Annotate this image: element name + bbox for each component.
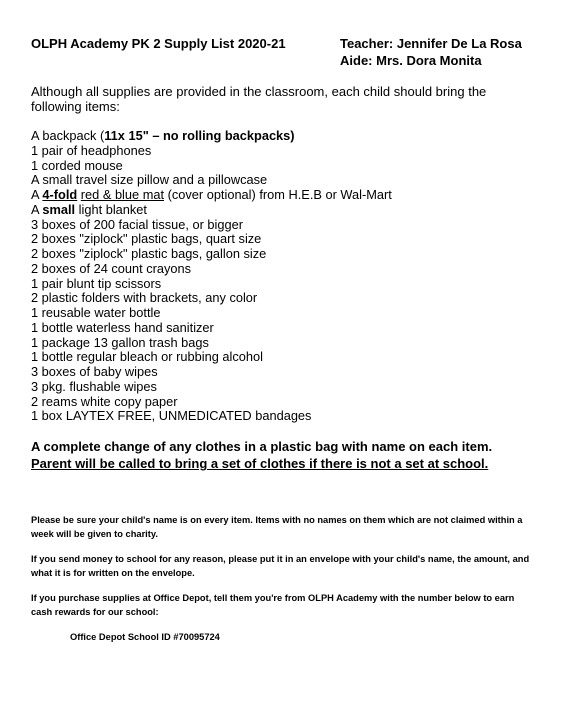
supply-item-text: 1 pair of headphones [31,142,152,158]
intro-paragraph: Although all supplies are provided in the classroom, each child should bring the following items: [31,84,487,114]
supply-item-text: 3 boxes of 200 facial tissue, or bigger [31,216,243,232]
supply-item-text: light blanket [75,201,147,217]
clothes-notice: A complete change of any clothes in a plastic bag with name on each item. [31,439,493,454]
supply-item-text: A backpack ( [31,128,105,143]
school-id: Office Depot School ID #70095724 [70,632,220,642]
supply-item-text: 1 reusable water bottle [31,305,161,320]
supply-item [31,291,392,306]
supply-item [31,306,392,321]
supply-item [31,380,392,395]
supply-item-text: 2 boxes "ziplock" plastic bags, quart size [31,231,262,247]
supply-list [31,129,392,424]
supply-item-text: 3 boxes of baby wipes [31,364,158,379]
supply-item [31,321,392,336]
supply-item [31,277,392,292]
supply-item-text: 1 package 13 gallon trash bags [31,334,209,350]
supply-item-text: A [31,201,43,217]
supply-item [31,350,392,365]
supply-item-text: 1 pair blunt tip scissors [31,275,162,291]
office-depot-note: If you purchase supplies at Office Depot, tell them you're from OLPH Academy with the number below to earn cash rewards for our school: [31,593,515,617]
supply-item-text: 1 box LAYTEX FREE, UNMEDICATED bandages [31,408,312,424]
teacher-name: Teacher: Jennifer De La Rosa [340,36,522,51]
document-title: OLPH Academy PK 2 Supply List 2020-21 [31,36,286,51]
supply-item [31,188,392,203]
supply-item-text: A small travel size pillow and a pillowcase [31,172,268,188]
money-note: If you send money to school for any reason, please put it in an envelope with your child's name, the amount, and what it is for written on the envelope. [31,554,530,578]
supply-item-text: 1 corded mouse [31,157,123,173]
supply-item-text: 3 pkg. flushable wipes [31,378,157,394]
supply-item [31,365,392,380]
supply-item [31,129,392,144]
supply-item-text: red & blue mat [80,187,165,202]
supply-item-text: 2 reams white copy paper [31,393,178,409]
supply-item [31,247,392,262]
supply-item-text: A [31,187,43,202]
supply-item-text: 4-fold [42,187,78,202]
names-note: Please be sure your child's name is on every item. Items with no names on them which are not claimed within a week will be given to charity. [31,515,523,539]
supply-item-text: 2 plastic folders with brackets, any color [31,290,258,306]
supply-item-text: 2 boxes of 24 count crayons [31,260,192,276]
supply-item-text: 11x 15" – no rolling backpacks) [104,128,295,143]
aide-name: Aide: Mrs. Dora Monita [340,53,482,68]
supply-item [31,395,392,410]
parent-notice: Parent will be called to bring a set of clothes if there is not a set at school. [31,456,489,471]
supply-item-text: (cover optional) from H.E.B or Wal-Mart [164,187,392,202]
supply-item-text: small [42,201,76,217]
supply-item [31,159,392,174]
supply-item [31,232,392,247]
notices [31,438,492,472]
supply-item [31,409,392,424]
supply-item-text: 1 bottle regular bleach or rubbing alcohol [31,349,263,365]
supply-item-text: 1 bottle waterless hand sanitizer [31,319,214,335]
supply-item [31,173,392,188]
supply-item [31,262,392,277]
supply-item [31,218,392,233]
supply-item [31,144,392,159]
supply-item-text: 2 boxes "ziplock" plastic bags, gallon size [31,246,267,261]
supply-item [31,203,392,218]
supply-item [31,336,392,351]
